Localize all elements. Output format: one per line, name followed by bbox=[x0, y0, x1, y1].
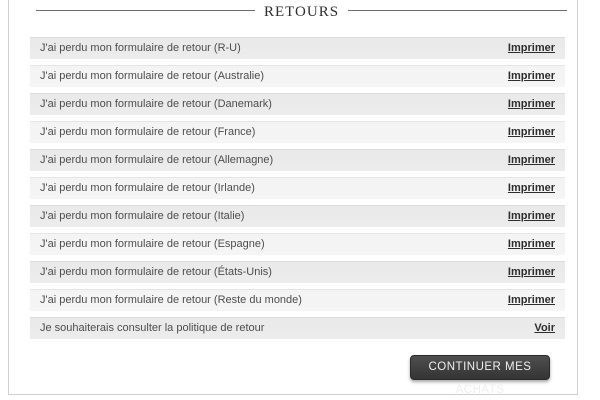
return-row bbox=[30, 121, 565, 143]
return-row-action-link[interactable]: Imprimer bbox=[507, 70, 555, 82]
return-row-label: J'ai perdu mon formulaire de retour (Danemark) bbox=[40, 98, 272, 110]
return-row-action-link[interactable]: Imprimer bbox=[507, 238, 555, 250]
return-row bbox=[30, 37, 565, 59]
return-row-action-link[interactable]: Imprimer bbox=[507, 210, 555, 222]
return-row-action-link[interactable]: Imprimer bbox=[507, 126, 555, 138]
return-row-label: J'ai perdu mon formulaire de retour (États-Unis) bbox=[40, 266, 272, 278]
page-frame bbox=[8, 0, 578, 395]
return-row bbox=[30, 177, 565, 199]
returns-list bbox=[30, 37, 565, 339]
return-row-label: Je souhaiterais consulter la politique de retour bbox=[40, 322, 265, 334]
return-row-label: J'ai perdu mon formulaire de retour (Reste du monde) bbox=[40, 294, 302, 306]
return-row-label: J'ai perdu mon formulaire de retour (Espagne) bbox=[40, 238, 265, 250]
return-row-action-link[interactable]: Voir bbox=[534, 322, 555, 334]
return-row bbox=[30, 205, 565, 227]
return-row-action-link[interactable]: Imprimer bbox=[507, 98, 555, 110]
return-row bbox=[30, 149, 565, 171]
return-row-label: J'ai perdu mon formulaire de retour (Australie) bbox=[40, 70, 265, 82]
return-row-action-link[interactable]: Imprimer bbox=[507, 266, 555, 278]
return-row-label: J'ai perdu mon formulaire de retour (R-U) bbox=[40, 42, 241, 54]
return-row-label: J'ai perdu mon formulaire de retour (France) bbox=[40, 126, 256, 138]
return-row-label: J'ai perdu mon formulaire de retour (Irlande) bbox=[40, 182, 255, 194]
return-row bbox=[30, 93, 565, 115]
return-row-label: J'ai perdu mon formulaire de retour (Italie) bbox=[40, 210, 245, 222]
header-rule-right bbox=[348, 10, 567, 11]
return-row-action-link[interactable]: Imprimer bbox=[507, 154, 555, 166]
return-row-label: J'ai perdu mon formulaire de retour (Allemagne) bbox=[40, 154, 274, 166]
returns-section-header bbox=[36, 2, 567, 22]
return-row bbox=[30, 233, 565, 255]
continue-shopping-button[interactable]: CONTINUER MES ACHATS bbox=[410, 355, 550, 380]
return-row bbox=[30, 65, 565, 87]
return-row bbox=[30, 261, 565, 283]
return-row bbox=[30, 317, 565, 339]
return-row bbox=[30, 289, 565, 311]
header-rule-left bbox=[36, 10, 255, 11]
return-row-action-link[interactable]: Imprimer bbox=[507, 42, 555, 54]
page-title: RETOURS bbox=[263, 3, 340, 20]
return-row-action-link[interactable]: Imprimer bbox=[507, 294, 555, 306]
return-row-action-link[interactable]: Imprimer bbox=[507, 182, 555, 194]
